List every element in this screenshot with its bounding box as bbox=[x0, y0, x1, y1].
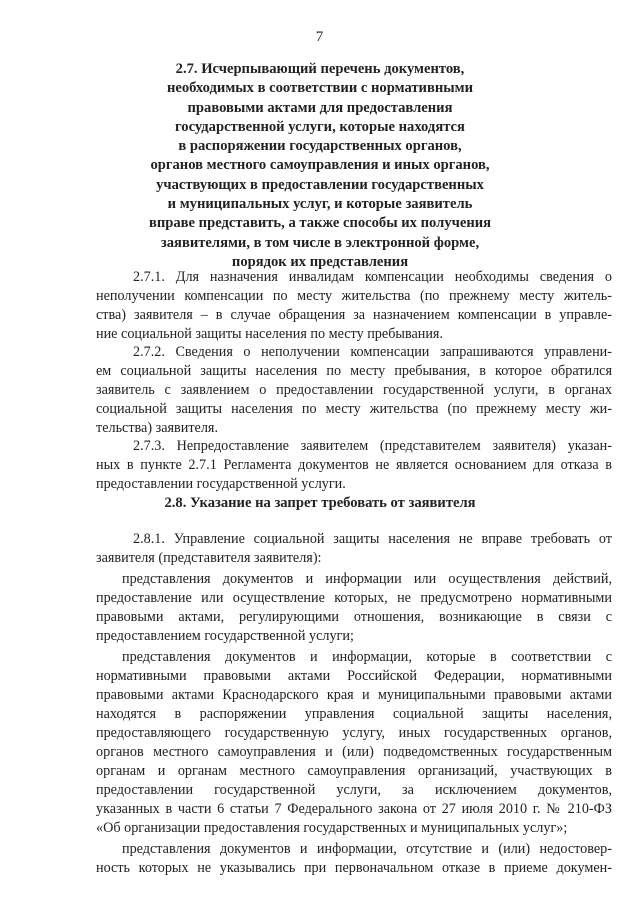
list-item-line: предоставление или осуществление которых, не предусмотрено нормативными bbox=[96, 590, 612, 606]
heading-line: правовыми актами для предоставления bbox=[187, 99, 453, 116]
list-item-line: указанных в части 6 статьи 7 Федерального закона от 27 июля 2010 г. № 210-ФЗ bbox=[96, 801, 612, 817]
paragraph-2-7-2-line: 2.7.2. Сведения о неполучении компенсации запрашиваются управлени- bbox=[133, 344, 612, 360]
heading-line: и муниципальных услуг, и которые заявитель bbox=[167, 196, 473, 213]
list-item-line: предоставлении государственной услуги, за исключением документов, bbox=[96, 782, 612, 798]
paragraph-2-7-1-line: ние социальной защиты населения по месту пребывания. bbox=[96, 326, 444, 342]
section-2-7-heading bbox=[80, 60, 560, 272]
paragraph-2-8-1-line: 2.8.1. Управление социальной защиты населения не вправе требовать от bbox=[133, 531, 612, 547]
list-item-line: предоставлением государственной услуги; bbox=[96, 628, 354, 644]
list-item-line: органов местного самоуправления и (или) подведомственных государственным bbox=[96, 744, 612, 760]
heading-line: государственной услуги, которые находятся bbox=[175, 118, 465, 135]
section-2-8-heading: 2.8. Указание на запрет требовать от заявителя bbox=[164, 495, 476, 511]
paragraph-2-7-1-line: ства) заявителя – в случае обращения за назначением компенсации в управле- bbox=[96, 307, 612, 323]
paragraph-2-7-2-line: социальной защиты населения по месту жительства (по прежнему месту жи- bbox=[96, 401, 612, 417]
paragraph-2-7-2-line: тельства) заявителя. bbox=[96, 420, 218, 436]
heading-line: органов местного самоуправления и иных органов, bbox=[150, 157, 490, 174]
heading-line: порядок их представления bbox=[231, 253, 409, 270]
list-item-line: органам и органам местного самоуправления организаций, участвующих в bbox=[96, 763, 612, 779]
heading-line: заявителями, в том числе в электронной форме, bbox=[160, 234, 480, 251]
list-item-line: «Об организации предоставления государственных и муниципальных услуг»; bbox=[96, 820, 568, 836]
heading-line: необходимых в соответствии с нормативными bbox=[167, 80, 473, 97]
list-item-line: представления документов и информации, которые в соответствии с bbox=[122, 649, 612, 665]
page-number: 7 bbox=[315, 29, 324, 45]
paragraph-2-7-2-line: заявитель с заявлением о предоставлении государственной услуги, в органах bbox=[96, 382, 612, 398]
list-item-line: представления документов и информации или осуществления действий, bbox=[122, 571, 612, 587]
paragraph-2-7-3-line: 2.7.3. Непредоставление заявителем (представителем заявителя) указан- bbox=[133, 438, 612, 454]
list-item-line: нормативными правовыми актами Российской Федерации, нормативными bbox=[96, 668, 612, 684]
heading-line: 2.7. Исчерпывающий перечень документов, bbox=[175, 61, 465, 77]
heading-line: участвующих в предоставлении государственных bbox=[156, 176, 484, 193]
paragraph-2-7-3-line: ных в пункте 2.7.1 Регламента документов не является основанием для отказа в bbox=[96, 457, 612, 473]
heading-line: вправе представить, а также способы их получения bbox=[148, 215, 492, 232]
list-item-line: представления документов и информации, отсутствие и (или) недостовер- bbox=[122, 841, 612, 857]
heading-line: в распоряжении государственных органов, bbox=[178, 138, 462, 155]
list-item-line: правовыми актами Краснодарского края и муниципальными правовыми актами bbox=[96, 687, 612, 703]
list-item-line: правовыми актами, регулирующими отношения, возникающие в связи с bbox=[96, 609, 612, 625]
list-item-line: предоставляющего государственную услугу, иных государственных органов, bbox=[96, 725, 612, 741]
paragraph-2-8-1-line: заявителя (представителя заявителя): bbox=[96, 550, 322, 566]
paragraph-2-7-1-line: неполучении компенсации по месту жительства (по прежнему месту житель- bbox=[96, 288, 612, 304]
paragraph-2-7-1-line: 2.7.1. Для назначения инвалидам компенсации необходимы сведения о bbox=[133, 269, 612, 285]
list-item-line: находятся в распоряжении управления социальной защиты населения, bbox=[96, 706, 612, 722]
paragraph-2-7-2-line: ем социальной защиты населения по месту пребывания, в которое обратился bbox=[96, 363, 612, 379]
paragraph-2-7-3-line: предоставлении государственной услуги. bbox=[96, 476, 346, 492]
list-item-line: ность которых не указывались при первоначальном отказе в приеме докумен- bbox=[96, 860, 612, 876]
